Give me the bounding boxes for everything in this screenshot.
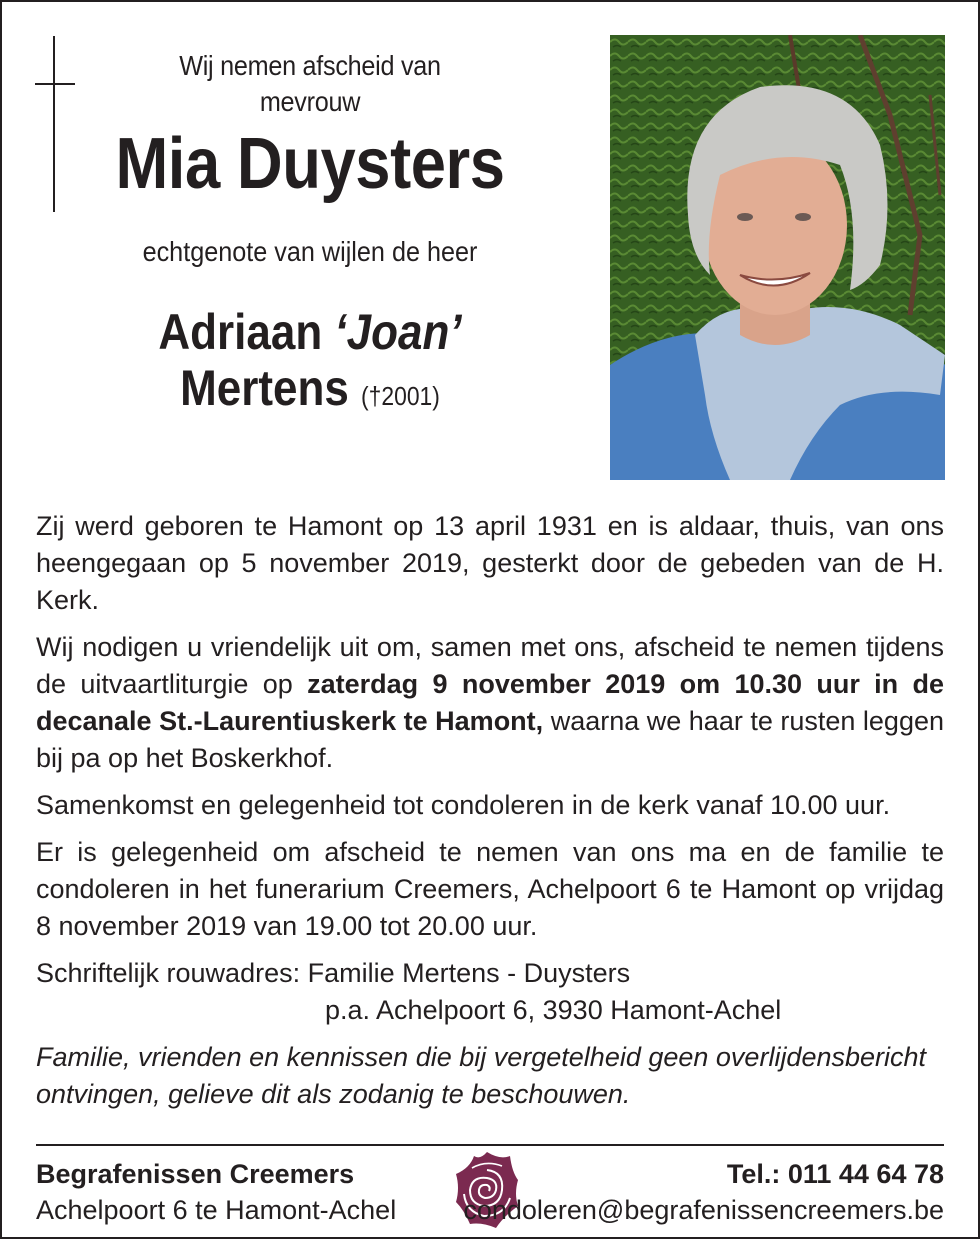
- spouse-first-name: Adriaan: [158, 304, 323, 360]
- spouse-intro: echtgenote van wijlen de heer: [142, 236, 478, 267]
- obituary-header: [60, 48, 560, 424]
- address-line-1: Familie Mertens - Duysters: [307, 958, 631, 988]
- spouse-nickname: ‘Joan’: [334, 304, 462, 360]
- funeral-invitation-end: waarna we haar te rusten leggen bij pa op het Boskerkhof.: [36, 706, 944, 773]
- funeral-invitation-start: Wij nodigen u vriendelijk uit om, samen met ons, afscheid te nemen tijdens de uitvaartliturgie op: [36, 632, 944, 699]
- gathering-paragraph: Samenkomst en gelegenheid tot condoleren in de kerk vanaf 10.00 uur.: [36, 790, 891, 820]
- visitation-paragraph: Er is gelegenheid om afscheid te nemen van ons ma en de familie te condoleren in het funerarium Creemers, Achelpoort 6 te Hamont op vrijdag 8 november 2019 van 19.00 tot 20.00 uur.: [36, 837, 944, 941]
- address-line-2: p.a. Achelpoort 6, 3930 Hamont-Achel: [325, 995, 782, 1025]
- funeral-date-location: zaterdag 9 november 2019 om 10.30 uur in de decanale St.-Laurentiuskerk te Hamont,: [36, 669, 944, 736]
- intro-line-1: Wij nemen afscheid van: [179, 50, 441, 81]
- obituary-body: [36, 508, 944, 1123]
- closing-note: Familie, vrienden en kennissen die bij vergetelheid geen overlijdensbericht ontvingen, gelieve dit als zodanig te beschouwen.: [36, 1042, 927, 1109]
- funeral-home-info: [36, 1156, 396, 1228]
- portrait-illustration: [610, 35, 945, 480]
- mourning-address: [36, 955, 944, 992]
- funeral-home-phone[interactable]: Tel.: 011 44 64 78: [726, 1159, 944, 1189]
- intro-line-2: mevrouw: [259, 86, 361, 117]
- funeral-invitation-paragraph: [36, 629, 944, 777]
- funeral-home-address: Achelpoort 6 te Hamont-Achel: [36, 1195, 397, 1225]
- cross-vertical-bar: [53, 36, 55, 212]
- funeral-home-email[interactable]: condoleren@begrafenissencreemers.be: [463, 1195, 944, 1225]
- funeral-home-name: Begrafenissen Creemers: [36, 1159, 355, 1189]
- spouse-death-year: (†2001): [361, 381, 440, 411]
- address-label: Schriftelijk rouwadres:: [36, 958, 308, 988]
- birth-death-paragraph: Zij werd geboren te Hamont op 13 april 1931 en is aldaar, thuis, van ons heengegaan op 5 november 2019, gesterkt door de gebeden van de H. Kerk.: [36, 511, 944, 615]
- spouse-name-line-1: [90, 304, 530, 360]
- funeral-home-contact: [463, 1156, 944, 1228]
- footer-divider: [36, 1144, 944, 1146]
- spouse-name-line-2: [90, 360, 530, 424]
- deceased-name: Mia Duysters: [115, 124, 505, 204]
- spouse-last-name: Mertens: [180, 360, 349, 416]
- portrait-photo: [610, 35, 945, 480]
